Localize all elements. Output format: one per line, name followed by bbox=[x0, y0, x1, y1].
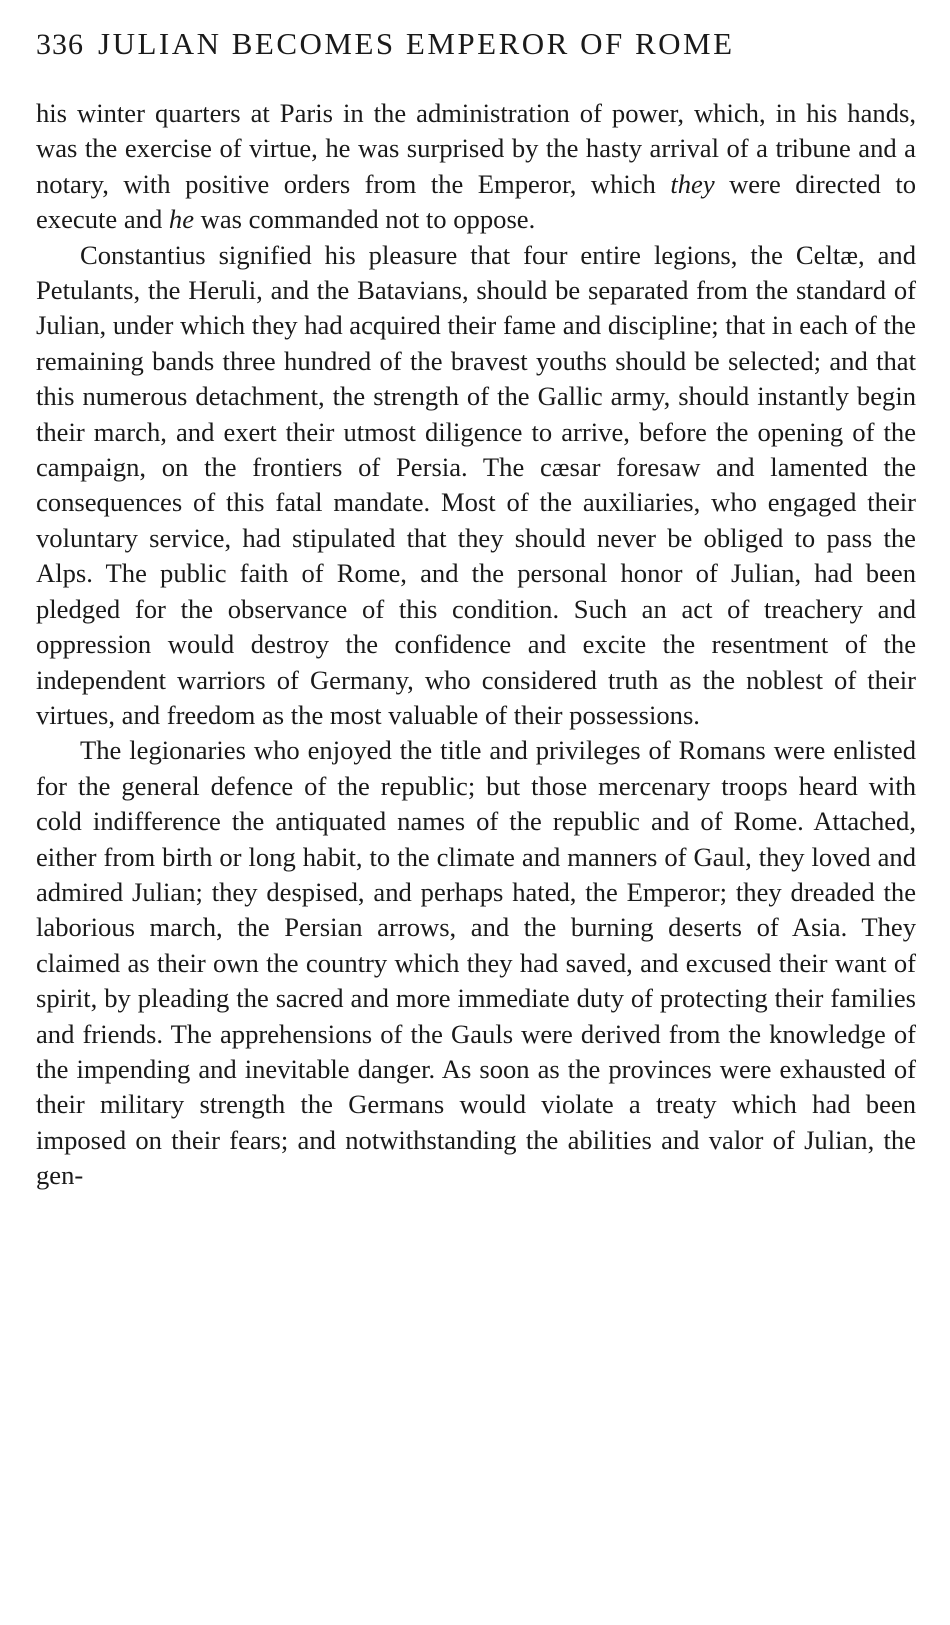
paragraph-text: were directed to execute and bbox=[36, 168, 917, 235]
page-number: 336 bbox=[36, 28, 84, 61]
paragraph-text: was commanded not to oppose. bbox=[194, 204, 536, 235]
italic-word: they bbox=[670, 168, 715, 199]
paragraph-continued bbox=[36, 96, 916, 238]
page-header bbox=[36, 26, 916, 82]
paragraph: Constantius signified his pleasure that four entire legions, the Celtæ, and Petulants, the Heruli, and the Batavians, should be separated from the standard of Julian, under which they had acquired their fame and discipline; that in each of the remaining bands three hundred of the bravest youths should be selected; and that this numerous detachment, the strength of the Gallic army, should instantly begin their march, and exert their utmost diligence to arrive, before the opening of the campaign, on the frontiers of Persia. The cæsar foresaw and lamented the consequences of this fatal mandate. Most of the auxiliaries, who engaged their voluntary service, had stipulated that they should never be obliged to pass the Alps. The public faith of Rome, and the personal honor of Julian, had been pledged for the observance of this condition. Such an act of treachery and oppression would destroy the confidence and excite the resentment of the independent warriors of Germany, who considered truth as the noblest of their virtues, and freedom as the most valuable of their possessions. bbox=[36, 239, 916, 730]
running-title: JULIAN BECOMES EMPEROR OF ROME bbox=[98, 26, 735, 61]
paragraph: The legionaries who enjoyed the title and privileges of Romans were enlisted for the general defence of the republic; but those mercenary troops heard with cold indifference the antiquated names of the republic and of Rome. Attached, either from birth or long habit, to the climate and manners of Gaul, they loved and admired Julian; they despised, and perhaps hated, the Emperor; they dreaded the laborious march, the Persian arrows, and the burning deserts of Asia. They claimed as their own the country which they had saved, and excused their want of spirit, by pleading the sacred and more immediate duty of protecting their families and friends. The apprehensions of the Gauls were derived from the knowledge of the impending and inevitable danger. As soon as the provinces were exhausted of their military strength the Germans would violate a treaty which had been imposed on their fears; and notwithstanding the abilities and valor of Julian, the gen- bbox=[36, 735, 916, 1191]
book-page bbox=[36, 26, 916, 1194]
paragraph-text: his winter quarters at Paris in the administration of power, which, in his hands, was the exercise of virtue, he was surprised by the hasty arrival of a tribune and a notary, with positive orders from the Emperor, which bbox=[36, 98, 916, 199]
body-text bbox=[36, 96, 916, 1194]
italic-word: he bbox=[168, 204, 195, 235]
